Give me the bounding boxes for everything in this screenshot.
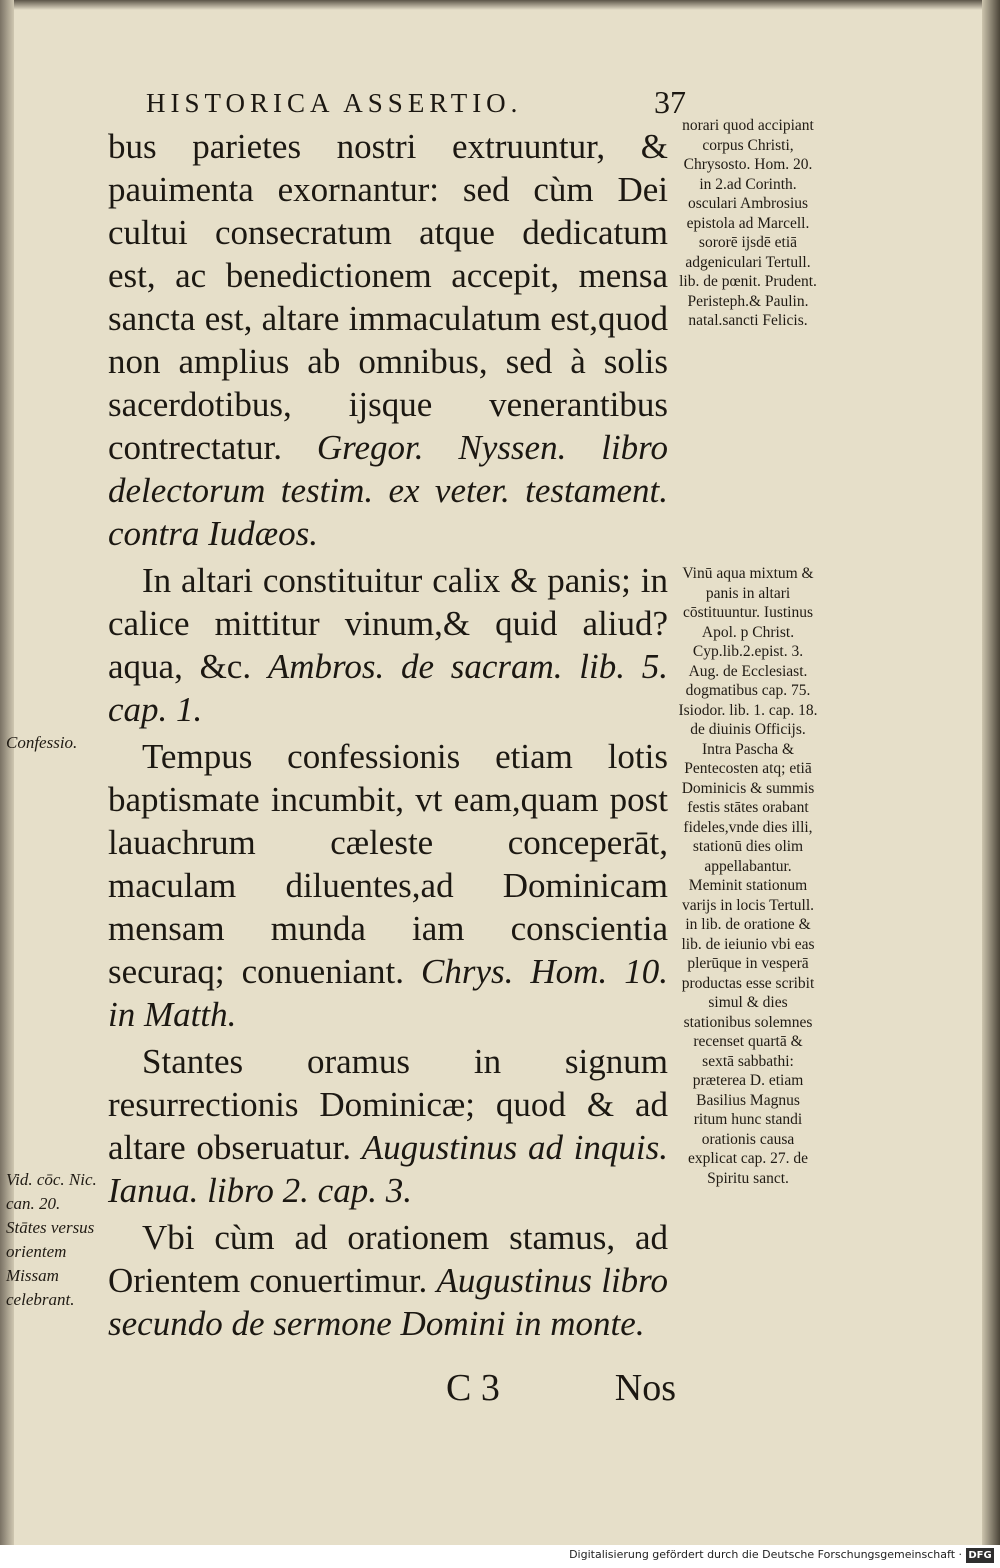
paragraph-3-citation: Chrys. Hom. 10. in Matth. <box>108 952 669 1034</box>
page-number: 37 <box>654 84 686 120</box>
margin-note-left-2: Vid. cōc. Nic. can. 20. Stātes versus orientem Missam celebrant. <box>6 1170 97 1309</box>
paragraph-1 <box>108 125 668 555</box>
paragraph-3-text: Tempus confessionis etiam lotis baptismate incumbit, vt eam,quam post lauachrum cæleste conceperāt, maculam diluentes,ad Dominicam mensam munda iam conscientia securaq; conueniant. <box>108 737 668 991</box>
margin-note-right-1: norari quod accipiant corpus Christi, Chrysosto. Hom. 20. in 2.ad Corinth. osculari Ambrosius epistola ad Marcell. sororē ijsdē etiā adgeniculari Tertull. lib. de pœnit. Prudent. Peristeph.& Paulin. natal.sancti Felicis. <box>679 117 817 329</box>
signature-line <box>446 1366 676 1410</box>
catchword: Nos <box>614 1367 676 1409</box>
running-head: HISTORICA ASSERTIO. <box>146 88 523 118</box>
paragraph-1-citation: Gregor. Nyssen. libro delectorum testim. ex veter. testament. contra Iudæos. <box>108 428 668 553</box>
scan-shadow-right <box>982 0 1000 1545</box>
paragraph-5-text: Vbi cùm ad orationem stamus, ad Orientem conuertimur. <box>108 1218 668 1300</box>
dfg-logo-icon: DFG <box>966 1548 994 1563</box>
paragraph-5 <box>108 1216 668 1345</box>
paragraph-2 <box>108 559 668 731</box>
digitization-footer <box>0 1545 1000 1568</box>
paragraph-1-text: bus parietes nostri extruuntur, & pauimenta exornantur: sed cùm Dei cultui consecratum atque dedicatum est, ac benedictionem accepit, mensa sancta est, altare immaculatum est,quod non amplius ab omnibus, sed à solis sacerdotibus, ijsque venerantibus contrectatur. <box>108 127 668 467</box>
scan-shadow-left <box>0 0 14 1545</box>
signature-mark: C 3 <box>446 1367 500 1409</box>
paragraph-2-text: In altari constituitur calix & panis; in calice mittitur vinum,& quid aliud? aqua, &c. <box>108 561 668 686</box>
paragraph-4-text: Stantes oramus in signum resurrectionis Dominicæ; quod & ad altare obseruatur. <box>108 1042 668 1167</box>
paragraph-3 <box>108 735 668 1036</box>
main-text-block <box>108 125 668 1349</box>
margin-note-left-1: Confessio. <box>6 733 78 752</box>
margin-note-right-2: Vinū aqua mixtum & panis in altari cōstituuntur. Iustinus Apol. p Christ. Cyp.lib.2.epist. 3. Aug. de Ecclesiast. dogmatibus cap. 75. Isiodor. lib. 1. cap. 18. de diuinis Officijs. Intra Pascha & Pentecosten atq; etiā Dominicis & summis festis stātes orabant fideles,vnde dies illi, stationū dies olim appellabantur. Meminit stationum varijs in locis Tertull. in lib. de oratione & lib. de ieiunio vbi eas plerūque in vesperā productas esse scribit simul & dies stationibus solemnes recenset quartā & sextā sabbathi: præterea D. etiam Basilius Magnus ritum hunc standi orationis causa explicat cap. 27. de Spiritu sanct. <box>678 565 818 1187</box>
scan-shadow-top <box>0 0 1000 10</box>
paragraph-4 <box>108 1040 668 1212</box>
paragraph-4-citation: Augustinus ad inquis. Ianua. libro 2. cap. 3. <box>108 1128 668 1210</box>
paragraph-5-citation: Augustinus libro secundo de sermone Domini in monte. <box>108 1261 668 1343</box>
paragraph-2-citation: Ambros. de sacram. lib. 5. cap. 1. <box>108 647 669 729</box>
page-header <box>146 84 686 124</box>
digitization-notice: Digitalisierung gefördert durch die Deutsche Forschungsgemeinschaft · <box>569 1548 962 1561</box>
